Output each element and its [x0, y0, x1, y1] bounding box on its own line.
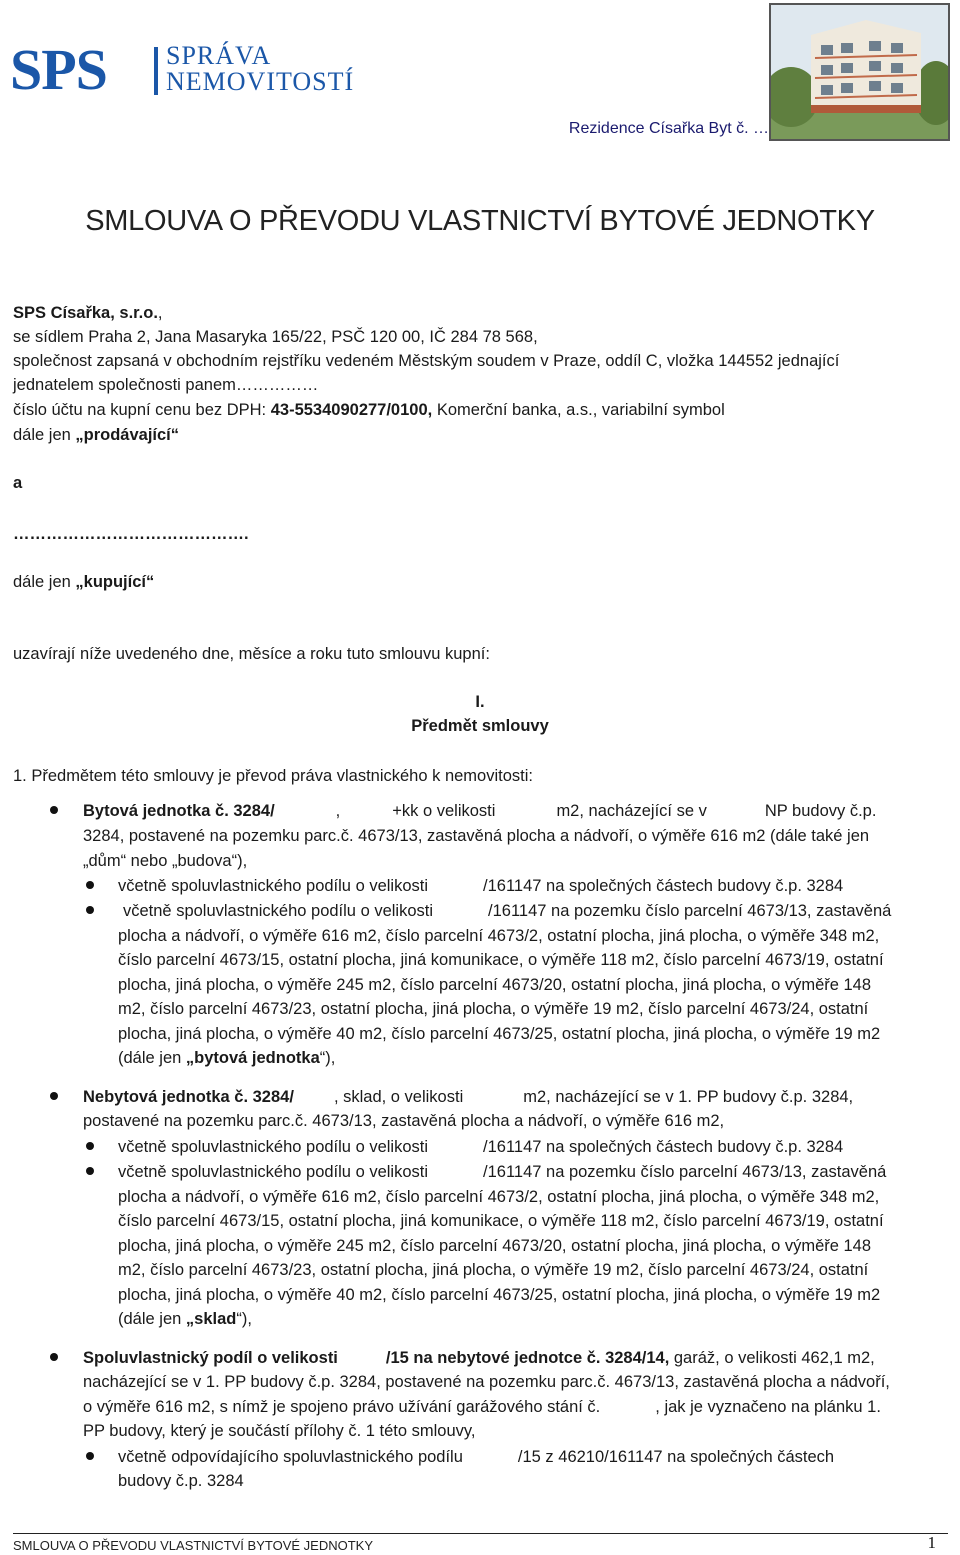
- share-value: /15 z 46210/161147 na společných částech: [517, 1448, 835, 1466]
- bullet-icon: [50, 1353, 58, 1361]
- flat-alias: „bytová jednotka: [185, 1049, 320, 1067]
- flat-line-2: 3284, postavené na pozemku parc.č. 4673/13, zastavěná plocha a nádvoří, o výměře 616 m2 (dále také jen: [83, 827, 870, 845]
- garage-line-3: [83, 1395, 881, 1420]
- flat-land-line-3: číslo parcelní 4673/15, ostatní plocha, jiná komunikace, o výměře 118 m2, číslo parcelní 4673/19, ostatní: [118, 951, 884, 969]
- flat-line-1: [83, 799, 947, 824]
- clause-1: 1. Předmětem této smlouvy je převod práva vlastnického k nemovitosti:: [13, 767, 533, 785]
- garage-line-1: [83, 1346, 875, 1371]
- storage-land-line-2: plocha a nádvoří, o výměře 616 m2, číslo parcelní 4673/2, ostatní plocha, jiná plocha, o výměře 348 m2,: [118, 1188, 880, 1206]
- flat-size-label: +kk o velikosti: [392, 802, 496, 820]
- footer-title: SMLOUVA O PŘEVODU VLASTNICTVÍ BYTOVÉ JEDNOTKY: [13, 1538, 373, 1553]
- seller-register: společnost zapsaná v obchodním rejstříku vedeném Městským soudem v Praze, oddíl C, vložka 144552 jednající: [13, 352, 840, 370]
- share-label: včetně odpovídajícího spoluvlastnického podílu: [118, 1448, 463, 1466]
- share-label: včetně spoluvlastnického podílu o velikosti: [118, 1163, 429, 1181]
- section-number: I.: [475, 693, 485, 711]
- seller-director: jednatelem společnosti panem……………: [13, 376, 319, 394]
- buyer-alias-line: [13, 570, 948, 595]
- footer-divider: [13, 1533, 948, 1534]
- logo-abbr: SPS: [10, 37, 107, 102]
- account-number: 43-5534090277/0100,: [270, 401, 433, 419]
- seller-alias: „prodávající“: [75, 426, 180, 444]
- flat-building: NP budovy č.p.: [764, 802, 877, 820]
- seller-account: [13, 398, 948, 423]
- storage-line-1: [83, 1085, 853, 1110]
- storage-share-land: [118, 1160, 886, 1185]
- flat-location: m2, nacházející se v: [556, 802, 707, 820]
- storage-title: Nebytová jednotka č. 3284/: [83, 1088, 294, 1106]
- bullet-icon: [86, 1167, 94, 1175]
- logo-line1: SPRÁVA: [166, 41, 272, 70]
- flat-title: Bytová jednotka č. 3284/: [83, 802, 275, 820]
- garage-line-4: PP budovy, který je součástí přílohy č. 1 této smlouvy,: [83, 1422, 476, 1440]
- share-value: /161147 na pozemku číslo parcelní 4673/13, zastavěná: [488, 902, 892, 920]
- storage-alias-line: [118, 1307, 960, 1332]
- garage-share: [118, 1445, 834, 1470]
- storage-land-line-4: plocha, jiná plocha, o výměře 245 m2, číslo parcelní 4673/20, ostatní plocha, jiná plocha, o výměře 148: [118, 1237, 872, 1255]
- bullet-icon: [86, 1142, 94, 1150]
- storage-alias: „sklad: [185, 1310, 237, 1328]
- and-connector: a: [13, 474, 23, 492]
- section-title: Předmět smlouvy: [411, 717, 549, 735]
- flat-land-line-4: plocha, jiná plocha, o výměře 245 m2, číslo parcelní 4673/20, ostatní plocha, jiná plocha, o výměře 148: [118, 976, 872, 994]
- alias-prefix: (dále jen: [118, 1049, 186, 1067]
- seller-alias-line: [13, 423, 948, 448]
- storage-line-2: postavené na pozemku parc.č. 4673/13, zastavěná plocha a nádvoří, o výměře 616 m2,: [83, 1112, 725, 1130]
- building-illustration: [771, 5, 948, 139]
- garage-size: garáž, o velikosti 462,1 m2,: [669, 1349, 875, 1367]
- account-label: číslo účtu na kupní cenu bez DPH:: [13, 401, 271, 419]
- flat-alias-line: [118, 1046, 960, 1071]
- alias-suffix: “),: [319, 1049, 336, 1067]
- share-label: včetně spoluvlastnického podílu o velikosti: [118, 1138, 429, 1156]
- share-value: /161147 na společných částech budovy č.p. 3284: [483, 1138, 844, 1156]
- alias-suffix: “),: [236, 1310, 252, 1328]
- logo-divider: [154, 47, 158, 95]
- bullet-icon: [86, 1452, 94, 1460]
- alias-prefix: (dále jen: [118, 1310, 186, 1328]
- bullet-icon: [50, 1092, 58, 1100]
- share-value: /161147 na společných částech budovy č.p. 3284: [483, 877, 844, 895]
- seller-alias-prefix: dále jen: [13, 426, 76, 444]
- storage-share-common: [118, 1135, 843, 1160]
- page-number: 1: [927, 1533, 936, 1552]
- flat-land-line-6: plocha, jiná plocha, o výměře 40 m2, číslo parcelní 4673/25, ostatní plocha, jiná plocha, o výměře 19 m2: [118, 1025, 881, 1043]
- seller-name: SPS Císařka, s.r.o.: [13, 304, 158, 322]
- share-value: /161147 na pozemku číslo parcelní 4673/13, zastavěná: [483, 1163, 887, 1181]
- garage-title: Spoluvlastnický podíl o velikosti: [83, 1349, 338, 1367]
- buyer-alias-prefix: dále jen: [13, 573, 76, 591]
- share-label: včetně spoluvlastnického podílu o velikosti: [123, 902, 434, 920]
- storage-land-line-6: plocha, jiná plocha, o výměře 40 m2, číslo parcelní 4673/25, ostatní plocha, jiná plocha, o výměře 19 m2: [118, 1286, 881, 1304]
- buyer-placeholder: …………………………………….: [13, 525, 249, 543]
- flat-share-common: [118, 874, 843, 899]
- logo-line2: NEMOVITOSTÍ: [166, 67, 355, 96]
- seller-name-line: [13, 301, 948, 326]
- storage-land-line-3: číslo parcelní 4673/15, ostatní plocha, jiná komunikace, o výměře 118 m2, číslo parcelní 4673/19, ostatní: [118, 1212, 884, 1230]
- storage-size-label: , sklad, o velikosti: [333, 1088, 464, 1106]
- seller-seat: se sídlem Praha 2, Jana Masaryka 165/22, PSČ 120 00, IČ 284 78 568,: [13, 328, 538, 346]
- flat-share-land: [118, 899, 891, 924]
- garage-parking: o výměře 616 m2, s nímž je spojeno právo užívání garážového stání č.: [83, 1398, 601, 1416]
- garage-share-line-2: budovy č.p. 3284: [118, 1472, 244, 1490]
- buyer-alias: „kupující“: [75, 573, 155, 591]
- intro-text: uzavírají níže uvedeného dne, měsíce a roku tuto smlouvu kupní:: [13, 645, 490, 663]
- flat-line-3: „dům“ nebo „budova“),: [83, 852, 248, 870]
- flat-land-line-2: plocha a nádvoří, o výměře 616 m2, číslo parcelní 4673/2, ostatní plocha, jiná plocha, o výměře 348 m2,: [118, 927, 880, 945]
- storage-land-line-5: m2, číslo parcelní 4673/23, ostatní plocha, jiná plocha, o výměře 19 m2, číslo parcelní 4673/24, ostatní: [118, 1261, 869, 1279]
- document-title: SMLOUVA O PŘEVODU VLASTNICTVÍ BYTOVÉ JEDNOTKY: [85, 205, 875, 237]
- bullet-icon: [86, 881, 94, 889]
- flat-land-line-5: m2, číslo parcelní 4673/23, ostatní plocha, jiná plocha, o výměře 19 m2, číslo parcelní 4673/24, ostatní: [118, 1000, 869, 1018]
- storage-location: m2, nacházející se v 1. PP budovy č.p. 3284,: [523, 1088, 854, 1106]
- bullet-icon: [86, 906, 94, 914]
- flat-comma: ,: [335, 802, 341, 820]
- garage-unit: /15 na nebytové jednotce č. 3284/14,: [385, 1349, 670, 1367]
- bullet-icon: [50, 806, 58, 814]
- seller-name-comma: ,: [157, 304, 163, 322]
- account-bank: Komerční banka, a.s., variabilní symbol: [432, 401, 725, 419]
- building-photo: [769, 3, 950, 141]
- share-label: včetně spoluvlastnického podílu o velikosti: [118, 877, 429, 895]
- garage-plan: , jak je vyznačeno na plánku 1.: [655, 1398, 881, 1416]
- garage-line-2: nacházející se v 1. PP budovy č.p. 3284, postavené na pozemku parc.č. 4673/13, zastavěná plocha a nádvoří,: [83, 1373, 890, 1391]
- document-reference: Rezidence Císařka Byt č. …: [568, 120, 769, 137]
